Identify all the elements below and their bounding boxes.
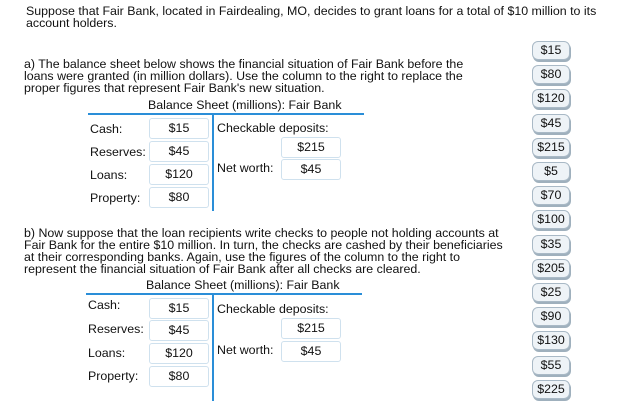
figure-tile[interactable]: $225 bbox=[532, 380, 570, 399]
loans-label-b: Loans: bbox=[88, 346, 126, 360]
net-worth-slot-a[interactable]: $45 bbox=[281, 159, 341, 180]
net-worth-slot-b[interactable]: $45 bbox=[281, 341, 341, 362]
checkable-deposits-slot-b[interactable]: $215 bbox=[281, 318, 341, 339]
intro-text: Suppose that Fair Bank, located in Fairdealing, MO, decides to grant loans for a total of $10 million to its account holders. bbox=[26, 4, 597, 30]
balance-sheet-title-a: Balance Sheet (millions): Fair Bank bbox=[148, 98, 342, 112]
t-account-divider-a bbox=[212, 113, 214, 211]
checkable-deposits-label-b: Checkable deposits: bbox=[217, 302, 329, 316]
figure-tile[interactable]: $15 bbox=[532, 41, 570, 60]
reserves-slot-b[interactable]: $45 bbox=[149, 320, 209, 341]
property-label-a: Property: bbox=[90, 191, 141, 205]
property-slot-b[interactable]: $80 bbox=[149, 366, 209, 387]
figure-tile[interactable]: $55 bbox=[532, 356, 570, 375]
t-account-top-line-b bbox=[86, 293, 362, 295]
figure-tile[interactable]: $5 bbox=[532, 162, 570, 181]
property-label-b: Property: bbox=[88, 369, 139, 383]
reserves-label-b: Reserves: bbox=[88, 322, 144, 336]
figure-tile[interactable]: $100 bbox=[532, 210, 570, 229]
loans-slot-a[interactable]: $120 bbox=[149, 164, 209, 185]
question-a: a) The balance sheet below shows the financial situation of Fair Bank before the loans were granted (in million dollars). Use the column to the right to replace the proper figures that represent Fair Bank's new situation. bbox=[24, 57, 464, 95]
cash-label-a: Cash: bbox=[90, 122, 123, 136]
reserves-label-a: Reserves: bbox=[90, 145, 146, 159]
reserves-slot-a[interactable]: $45 bbox=[149, 141, 209, 162]
figure-tile[interactable]: $35 bbox=[532, 235, 570, 254]
figure-tile[interactable]: $120 bbox=[532, 89, 570, 108]
figure-tile[interactable]: $90 bbox=[532, 307, 570, 326]
net-worth-label-b: Net worth: bbox=[217, 343, 274, 357]
net-worth-label-a: Net worth: bbox=[217, 161, 274, 175]
balance-sheet-title-b: Balance Sheet (millions): Fair Bank bbox=[146, 278, 340, 292]
figure-tile[interactable]: $215 bbox=[532, 138, 570, 157]
cash-slot-b[interactable]: $15 bbox=[149, 298, 209, 319]
figure-tile[interactable]: $80 bbox=[532, 65, 570, 84]
figure-tile[interactable]: $25 bbox=[532, 283, 570, 302]
figure-tile[interactable]: $130 bbox=[532, 331, 570, 350]
loans-slot-b[interactable]: $120 bbox=[149, 343, 209, 364]
property-slot-a[interactable]: $80 bbox=[149, 187, 209, 208]
cash-slot-a[interactable]: $15 bbox=[149, 118, 209, 139]
figure-tile[interactable]: $45 bbox=[532, 114, 570, 133]
t-account-top-line-a bbox=[88, 113, 364, 115]
checkable-deposits-slot-a[interactable]: $215 bbox=[281, 137, 341, 158]
loans-label-a: Loans: bbox=[90, 168, 128, 182]
checkable-deposits-label-a: Checkable deposits: bbox=[217, 121, 329, 135]
t-account-divider-b bbox=[212, 293, 214, 401]
question-b: b) Now suppose that the loan recipients write checks to people not holding accounts at Fair Bank for the entire $10 million. In turn, the checks are cashed by their beneficiaries at their corresponding banks. Again, use the figures of the column to the right to represent the financial situation of Fair Bank after all checks are cleared. bbox=[24, 226, 503, 276]
figure-tile[interactable]: $70 bbox=[532, 186, 570, 205]
figure-tile[interactable]: $205 bbox=[532, 259, 570, 278]
cash-label-b: Cash: bbox=[88, 298, 121, 312]
